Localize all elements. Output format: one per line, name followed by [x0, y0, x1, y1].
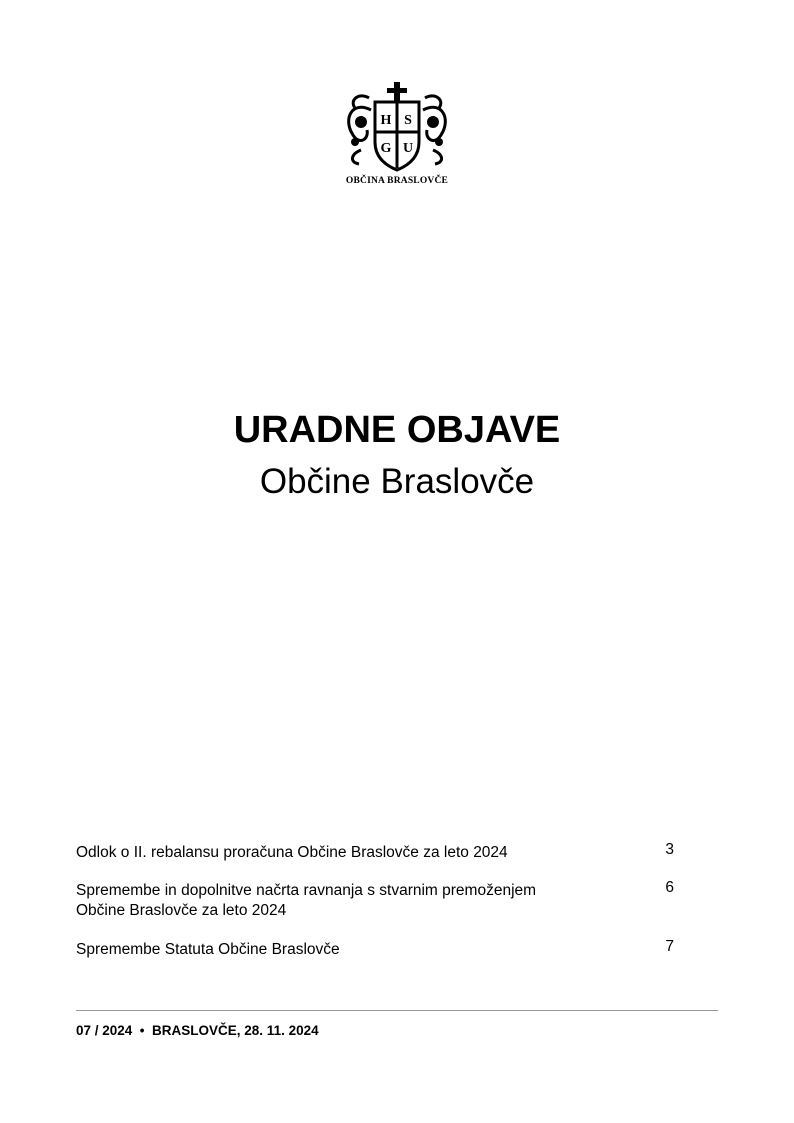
municipal-coat-of-arms — [341, 80, 453, 192]
toc-item-page: 7 — [665, 938, 674, 955]
coat-letter-u: U — [402, 141, 414, 156]
toc-item-label: Odlok o II. rebalansu proračuna Občine Braslovče za leto 2024 — [76, 844, 508, 861]
coat-letter-s: S — [404, 113, 412, 128]
page-subtitle: Občine Braslovče — [259, 462, 535, 501]
coat-of-arms-icon — [341, 80, 453, 175]
footer-divider — [76, 1010, 718, 1011]
coat-letter-g: G — [380, 141, 392, 156]
toc-item[interactable] — [76, 940, 676, 960]
toc-item-label: Spremembe Statuta Občine Braslovče — [76, 941, 340, 958]
toc-item-label: Spremembe in dopolnitve načrta ravnanja s stvarnim premoženjem Občine Braslovče za leto 2024 — [76, 882, 537, 919]
issue-footer: 07 / 2024 • BRASLOVČE, 28. 11. 2024 — [76, 1023, 319, 1038]
toc-item-page: 6 — [665, 879, 674, 896]
page-title: URADNE OBJAVE — [233, 409, 561, 451]
table-of-contents — [76, 840, 676, 960]
toc-item[interactable] — [76, 881, 676, 921]
logo-caption: OBČINA BRASLOVČE — [345, 176, 449, 186]
toc-item[interactable] — [76, 843, 676, 863]
toc-item-page: 3 — [665, 841, 674, 858]
coat-letter-h: H — [380, 113, 392, 128]
